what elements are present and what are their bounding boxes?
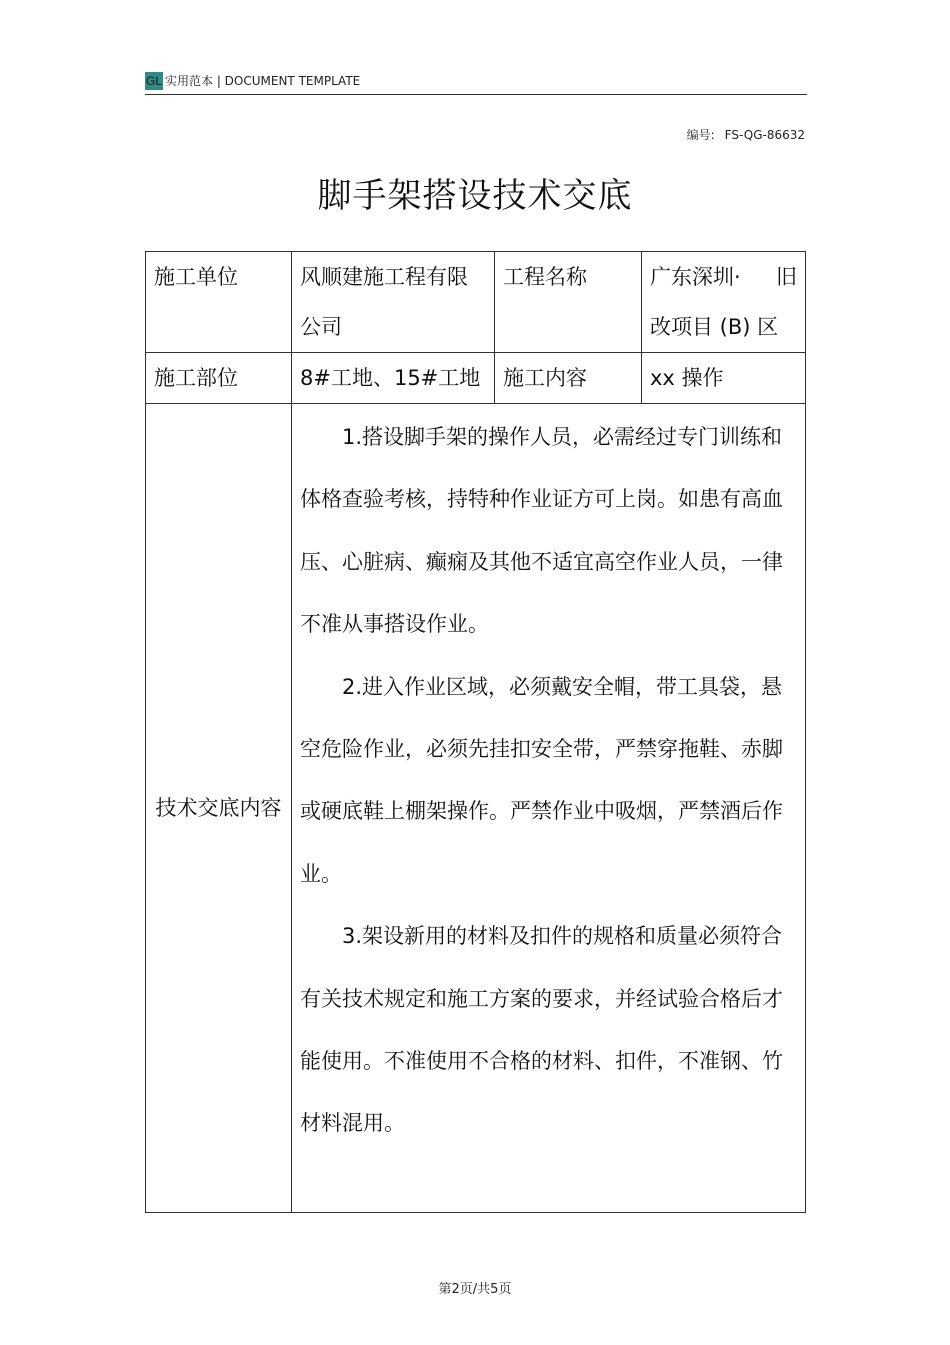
table-row <box>146 353 806 404</box>
project-name-part-c: 改项目 (B) 区 <box>650 315 779 339</box>
page-footer: 第2页/共5页 <box>438 1282 512 1297</box>
header-text: 实用范本 | DOCUMENT TEMPLATE <box>165 74 361 88</box>
disclosure-paragraph: 3.架设新用的材料及扣件的规格和质量必须符合有关技术规定和施工方案的要求，并经试验合格后才能使用。不准使用不合格的材料、扣件，不准钢、竹材料混用。 <box>300 924 783 1136</box>
document-number <box>640 126 805 143</box>
project-name-part-a: 广东深圳· <box>650 265 741 289</box>
disclosure-paragraph: 1.搭设脚手架的操作人员，必需经过专门训练和体格查验考核，持特种作业证方可上岗。如患有高血压、心脏病、癫痫及其他不适宜高空作业人员，一律不准从事搭设作业。 <box>300 425 783 637</box>
construction-content-value: xx 操作 <box>642 353 806 404</box>
disclosure-paragraph: 2.进入作业区域，必须戴安全帽，带工具袋，悬空危险作业，必须先挂扣安全带，严禁穿拖鞋、赤脚或硬底鞋上棚架操作。严禁作业中吸烟，严禁酒后作业。 <box>300 674 783 886</box>
project-name-label: 工程名称 <box>495 252 642 353</box>
document-header <box>145 70 807 95</box>
project-name-part-b: 旧 <box>776 265 797 289</box>
construction-content-label: 施工内容 <box>495 353 642 404</box>
disclosure-content-body <box>292 404 806 1213</box>
page-title: 脚手架搭设技术交底 <box>317 176 633 216</box>
logo: GL <box>145 74 162 88</box>
construction-unit-value: 风顺建施工程有限公司 <box>292 252 495 353</box>
table-row <box>146 404 806 1213</box>
disclosure-table <box>145 251 806 1213</box>
disclosure-content-label: 技术交底内容 <box>146 404 292 1213</box>
project-name-value <box>642 252 806 353</box>
document-number-label: 编号: <box>686 128 715 142</box>
construction-location-value: 8#工地、15#工地 <box>292 353 495 404</box>
table-row <box>146 252 806 353</box>
construction-unit-label: 施工单位 <box>146 252 292 353</box>
document-number-value: FS-QG-86632 <box>724 128 805 142</box>
construction-location-label: 施工部位 <box>146 353 292 404</box>
